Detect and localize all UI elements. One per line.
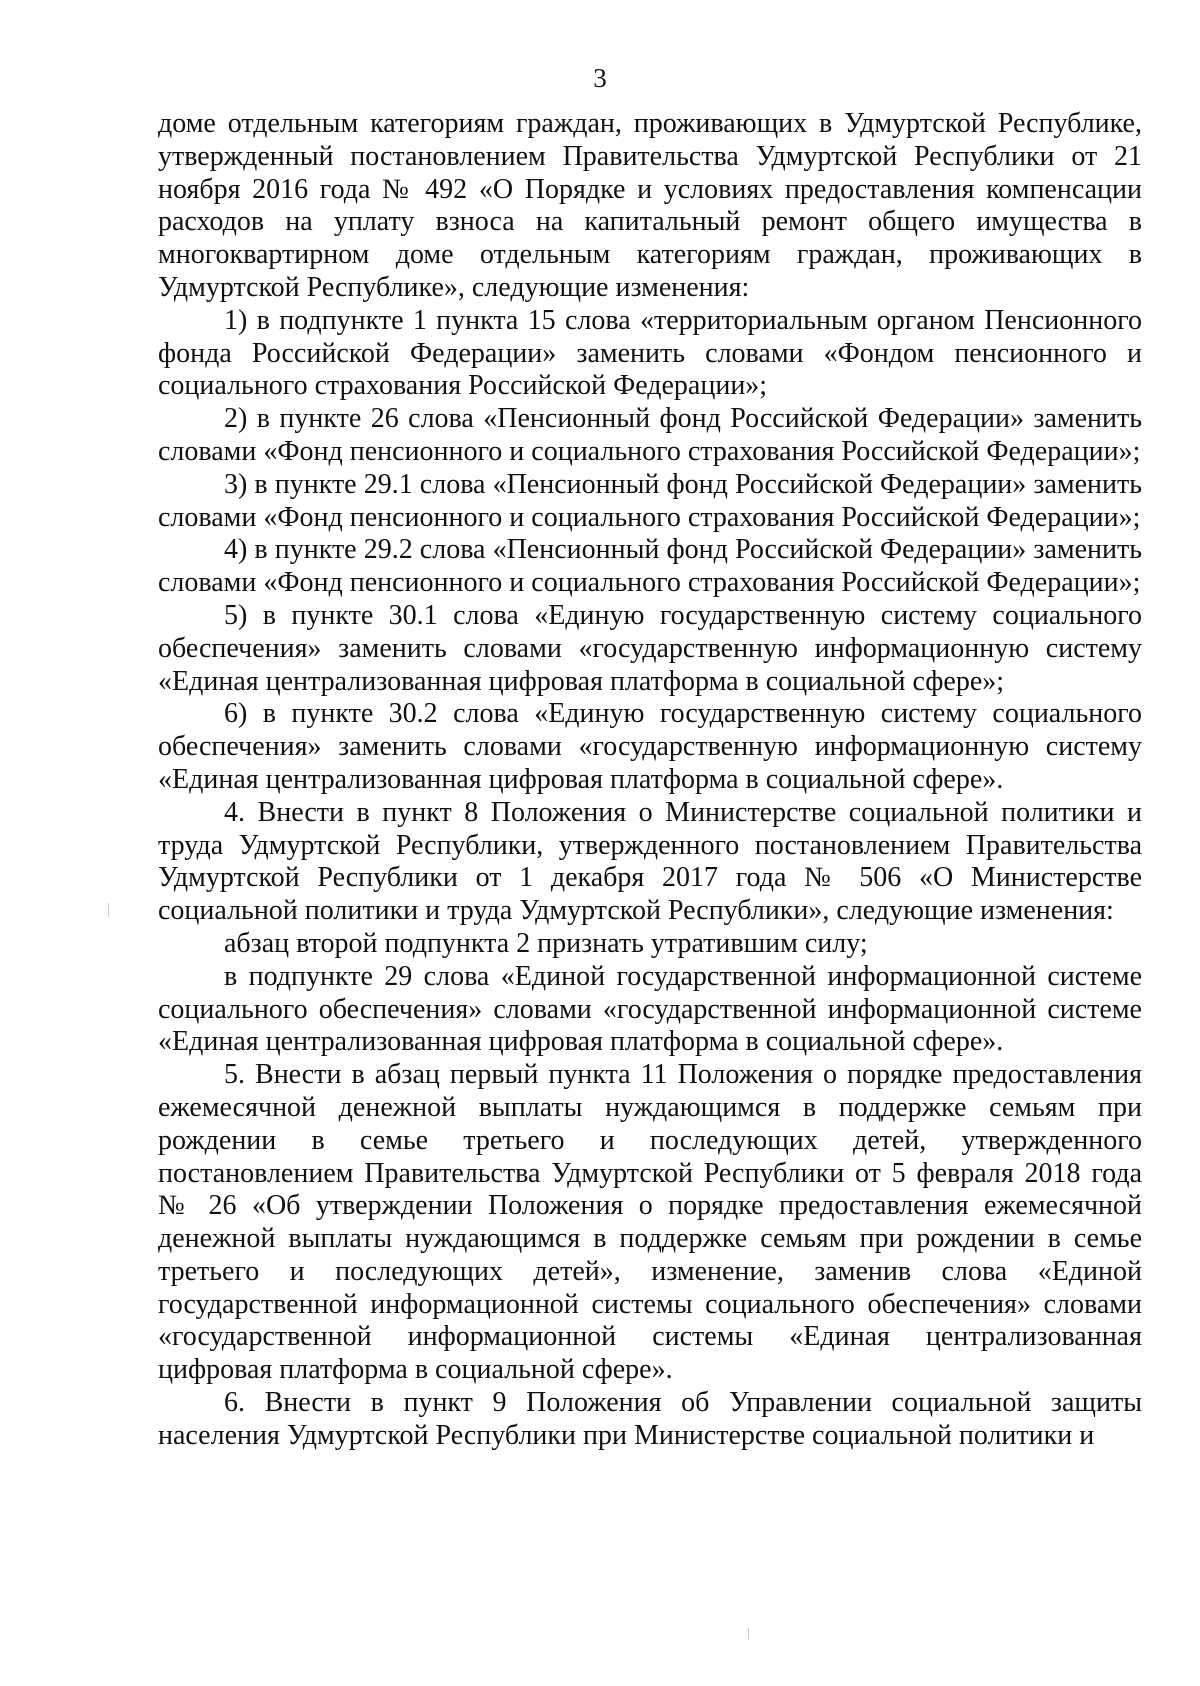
paragraph-section-4: 4. Внести в пункт 8 Положения о Министерстве социальной политики и труда Удмуртской Республики, утвержденного постановлением Правительства Удмуртской Республики от 1 декабря 2017 года № 506 «О Министерстве социальной политики и труда Удмуртской Республики», следующие изменения: (158, 796, 1142, 927)
page-number: 3 (593, 63, 607, 93)
document-body (158, 108, 1142, 1453)
scan-artifact-left (108, 903, 109, 917)
paragraph-item-5: 5) в пункте 30.1 слова «Единую государственную систему социального обеспечения» заменить словами «государственную информационную систему «Единая централизованная цифровая платформа в социальной сфере»; (158, 599, 1142, 697)
paragraph-item-1: 1) в подпункте 1 пункта 15 слова «территориальным органом Пенсионного фонда Российской Федерации» заменить словами «Фондом пенсионного и социального страхования Российской Федерации»; (158, 304, 1142, 402)
paragraph-section-5: 5. Внести в абзац первый пункта 11 Положения о порядке предоставления ежемесячной денежной выплаты нуждающимся в поддержке семьям при рождении в семье третьего и последующих детей, утвержденного постановлением Правительства Удмуртской Республики от 5 февраля 2018 года № 26 «Об утверждении Положения о порядке предоставления ежемесячной денежной выплаты нуждающимся в поддержке семьям при рождении в семье третьего и последующих детей», изменение, заменив слова «Единой государственной информационной системы социального обеспечения» словами «государственной информационной системы «Единая централизованная цифровая платформа в социальной сфере». (158, 1059, 1142, 1386)
paragraph-section-4-subitem-29: в подпункте 29 слова «Единой государственной информационной системе социального обеспечения» словами «государственной информационной системе «Единая централизованная цифровая платформа в социальной сфере». (158, 960, 1142, 1058)
paragraph-section-6: 6. Внести в пункт 9 Положения об Управлении социальной защиты населения Удмуртской Республики при Министерстве социальной политики и (158, 1387, 1142, 1451)
paragraph-item-4: 4) в пункте 29.2 слова «Пенсионный фонд Российской Федерации» заменить словами «Фонд пенсионного и социального страхования Российской Федерации»; (158, 534, 1142, 599)
paragraph-item-3: 3) в пункте 29.1 слова «Пенсионный фонд Российской Федерации» заменить словами «Фонд пенсионного и социального страхования Российской Федерации»; (158, 468, 1142, 533)
paragraph-item-6: 6) в пункте 30.2 слова «Единую государственную систему социального обеспечения» заменить словами «государственную информационную систему «Единая централизованная цифровая платформа в социальной сфере». (158, 698, 1142, 795)
paragraph-section-4-abzac: абзац второй подпункта 2 признать утратившим силу; (224, 927, 868, 959)
paragraph-item-2: 2) в пункте 26 слова «Пенсионный фонд Российской Федерации» заменить словами «Фонд пенсионного и социального страхования Российской Федерации»; (158, 403, 1142, 467)
scan-artifact-bottom (748, 1628, 749, 1640)
paragraph-intro-continuation: доме отдельным категориям граждан, проживающих в Удмуртской Республике, утвержденный постановлением Правительства Удмуртской Республики от 21 ноября 2016 года № 492 «О Порядке и условиях предоставления компенсации расходов на уплату взноса на капитальный ремонт общего имущества в многоквартирном доме отдельным категориям граждан, проживающих в Удмуртской Республике», следующие изменения: (158, 108, 1142, 303)
